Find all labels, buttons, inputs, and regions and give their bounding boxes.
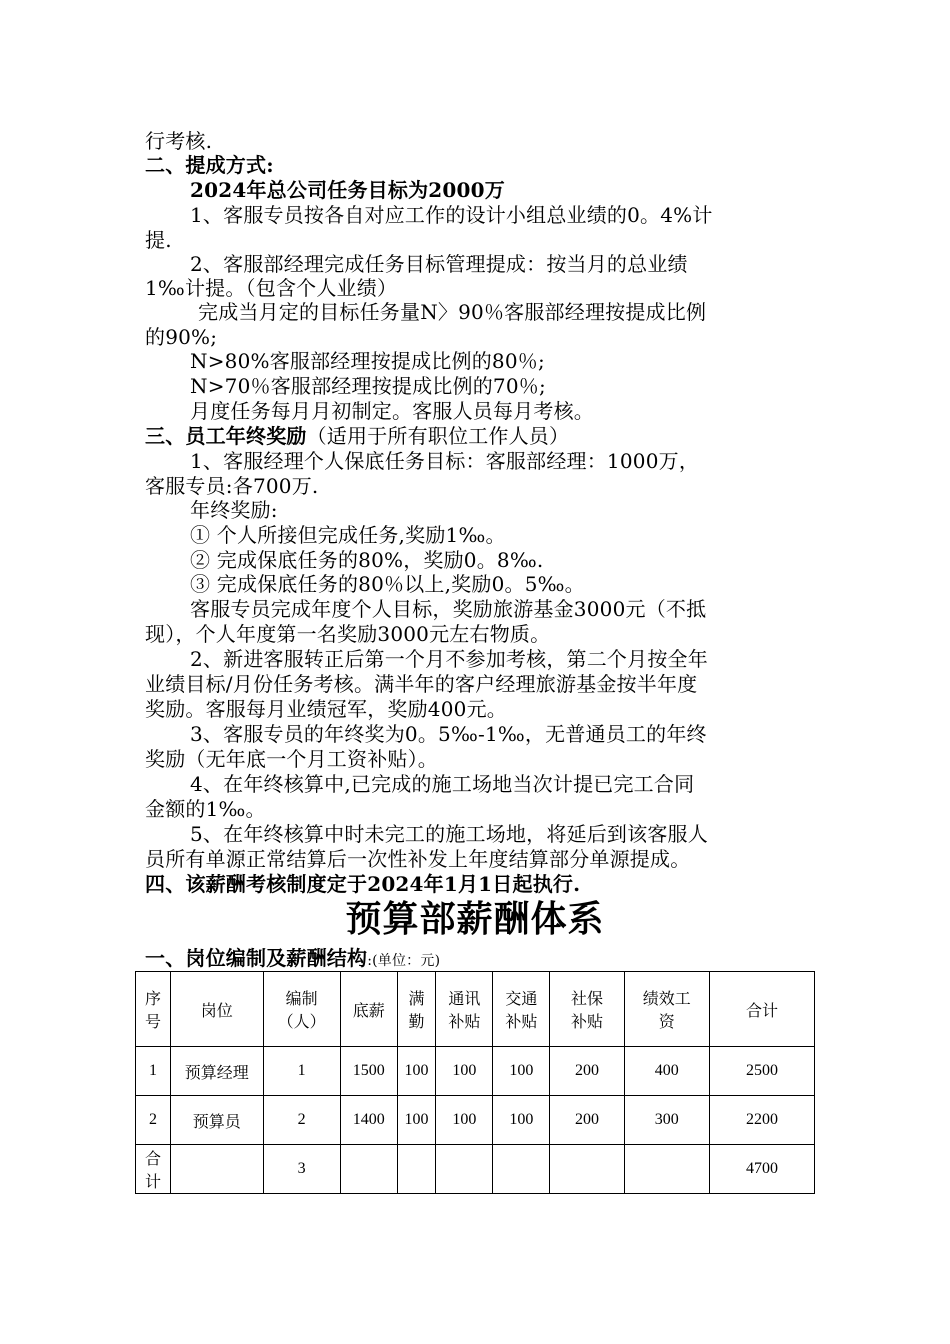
section-heading: 三、员工年终奖励 — [145, 424, 307, 448]
table-unit: :(单位：元) — [367, 953, 441, 969]
text-line: 5、在年终核算中时未完工的施工场地，将延后到该客服人 — [190, 822, 708, 846]
table-cell: 1400 — [340, 1096, 397, 1145]
table-total-row — [136, 1145, 815, 1194]
table-cell: 100 — [436, 1047, 493, 1096]
table-cell: 200 — [550, 1047, 624, 1096]
text-line: 提. — [145, 228, 172, 252]
table-cell: 1 — [136, 1047, 171, 1096]
list-item: ③ 完成保底任务的80％以上,奖励0。5‰。 — [190, 572, 585, 596]
text-line: 客服专员:各700万. — [145, 474, 319, 498]
header-cell: 绩效工资 — [624, 972, 710, 1047]
header-cell: 通讯补贴 — [436, 972, 493, 1047]
text-line: 业绩目标/月份任务考核。满半年的客户经理旅游基金按半年度 — [145, 672, 698, 696]
table-cell: 100 — [493, 1047, 550, 1096]
table-cell: 200 — [550, 1096, 624, 1145]
table-cell: 2200 — [710, 1096, 815, 1145]
text-line: 的90%; — [145, 325, 218, 349]
table-cell: 1 — [263, 1047, 340, 1096]
table-cell: 300 — [624, 1096, 710, 1145]
table-cell — [550, 1145, 624, 1194]
table-cell: 4700 — [710, 1145, 815, 1194]
text-line: 现），个人年度第一名奖励3000元左右物质。 — [145, 622, 551, 646]
header-cell: 满勤 — [397, 972, 436, 1047]
section-note: （适用于所有职位工作人员） — [306, 424, 570, 448]
header-cell: 交通补贴 — [493, 972, 550, 1047]
table-cell: 1500 — [340, 1047, 397, 1096]
table-cell: 100 — [397, 1096, 436, 1145]
text-line: N>80%客服部经理按提成比例的80％; — [190, 349, 545, 373]
text-line: N>70％客服部经理按提成比例的70％; — [190, 374, 546, 398]
table-cell — [397, 1145, 436, 1194]
salary-table — [135, 971, 815, 1194]
table-cell: 400 — [624, 1047, 710, 1096]
text-line: 奖励（无年底一个月工资补贴）。 — [145, 747, 438, 771]
target-line: 2024年总公司任务目标为2000万 — [190, 178, 505, 202]
header-cell: 编制（人） — [263, 972, 340, 1047]
table-cell: 合计 — [136, 1145, 171, 1194]
text-line: 员所有单源正常结算后一次性补发上年度结算部分单源提成。 — [145, 847, 691, 871]
table-header-row — [136, 972, 815, 1047]
header-cell: 序号 — [136, 972, 171, 1047]
text-line: 2、客服部经理完成任务目标管理提成：按当月的总业绩 — [190, 252, 688, 276]
section-heading: 二、提成方式: — [145, 153, 274, 177]
table-row — [136, 1047, 815, 1096]
header-cell: 底薪 — [340, 972, 397, 1047]
table-cell — [340, 1145, 397, 1194]
table-cell: 3 — [263, 1145, 340, 1194]
text-line: 月度任务每月月初制定。客服人员每月考核。 — [190, 399, 594, 423]
table-cell — [436, 1145, 493, 1194]
table-cell: 100 — [493, 1096, 550, 1145]
header-cell: 社保补贴 — [550, 972, 624, 1047]
text-line: 1‰计提。（包含个人业绩） — [145, 276, 398, 300]
table-cell — [170, 1145, 263, 1194]
text-line: 3、客服专员的年终奖为0。5‰-1‰，无普通员工的年终 — [190, 722, 707, 746]
table-row — [136, 1096, 815, 1145]
table-heading: 一、岗位编制及薪酬结构 — [145, 946, 368, 970]
text-line: 完成当月定的目标任务量N〉90％客服部经理按提成比例 — [198, 300, 707, 324]
section-heading-line — [145, 423, 569, 449]
header-cell: 岗位 — [170, 972, 263, 1047]
text-line: 1、客服经理个人保底任务目标：客服部经理：1000万， — [190, 449, 700, 473]
section-heading: 四、该薪酬考核制度定于2024年1月1日起执行. — [145, 872, 581, 896]
text-line: 4、在年终核算中,已完成的施工场地当次计提已完工合同 — [190, 772, 695, 796]
text-line: 客服专员完成年度个人目标，奖励旅游基金3000元（不抵 — [190, 597, 707, 621]
text-line: 行考核. — [145, 129, 213, 153]
table-cell — [493, 1145, 550, 1194]
section-title: 预算部薪酬体系 — [345, 899, 605, 940]
table-cell: 2 — [136, 1096, 171, 1145]
text-line: 金额的1‰。 — [145, 797, 266, 821]
table-cell: 100 — [436, 1096, 493, 1145]
text-line: 奖励。客服每月业绩冠军，奖励400元。 — [145, 697, 507, 721]
list-item: ① 个人所接但完成任务,奖励1‰。 — [190, 523, 506, 547]
table-cell: 2500 — [710, 1047, 815, 1096]
table-cell: 100 — [397, 1047, 436, 1096]
text-line: 年终奖励: — [190, 498, 278, 522]
table-cell: 预算员 — [170, 1096, 263, 1145]
table-cell: 2 — [263, 1096, 340, 1145]
text-line: 1、客服专员按各自对应工作的设计小组总业绩的0。4%计 — [190, 203, 713, 227]
table-cell: 预算经理 — [170, 1047, 263, 1096]
header-cell: 合计 — [710, 972, 815, 1047]
text-line: 2、新进客服转正后第一个月不参加考核，第二个月按全年 — [190, 647, 708, 671]
table-heading-line — [145, 945, 440, 974]
list-item: ② 完成保底任务的80%，奖励0。8‰. — [190, 548, 544, 572]
table-cell — [624, 1145, 710, 1194]
